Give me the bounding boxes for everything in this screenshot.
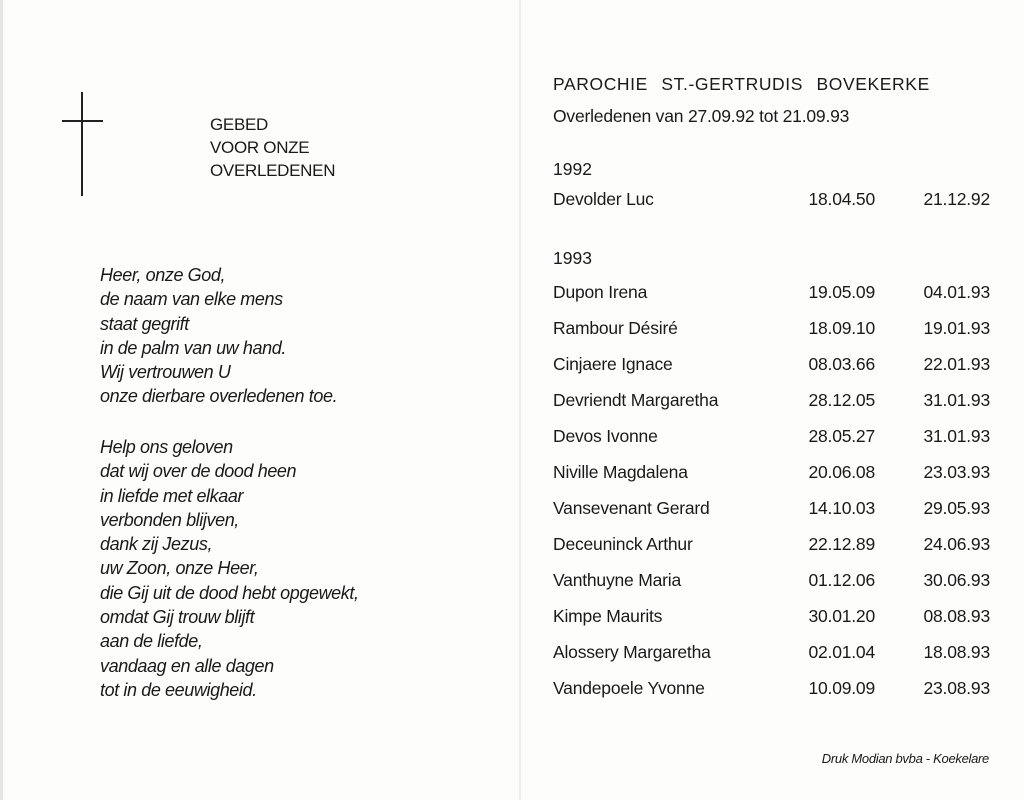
- cross-vertical: [81, 92, 83, 196]
- birth-date: 22.12.89: [808, 534, 875, 554]
- birth-date: 01.12.06: [808, 570, 875, 590]
- deceased-name: Vanthuyne Maria: [553, 570, 682, 590]
- table-row: [553, 426, 990, 450]
- deceased-name: Dupon Irena: [553, 282, 648, 302]
- prayer-stanza-2: [100, 435, 359, 702]
- death-date: 08.08.93: [923, 606, 990, 626]
- deceased-name: Devos Ivonne: [553, 426, 658, 446]
- death-date: 30.06.93: [923, 570, 990, 590]
- death-date: 31.01.93: [923, 390, 990, 410]
- deceased-name: Rambour Désiré: [553, 318, 678, 338]
- birth-date: 10.09.09: [808, 678, 875, 698]
- birth-date: 28.12.05: [808, 390, 875, 410]
- year-heading: 1993: [553, 248, 592, 268]
- deceased-name: Deceuninck Arthur: [553, 534, 693, 554]
- poem-line: omdat Gij trouw blijft: [100, 607, 255, 628]
- death-date: 04.01.93: [923, 282, 990, 302]
- table-row: [553, 534, 990, 558]
- printer-credit: Druk Modian bvba - Koekelare: [821, 751, 989, 766]
- poem-line: Wij vertrouwen U: [100, 362, 231, 383]
- prayer-title: [210, 113, 335, 182]
- table-row: [553, 462, 990, 486]
- fold-line: [519, 0, 521, 800]
- birth-date: 28.05.27: [808, 426, 875, 446]
- death-date: 22.01.93: [923, 354, 990, 374]
- deceased-name: Alossery Margaretha: [553, 642, 711, 662]
- death-date: 19.01.93: [923, 318, 990, 338]
- poem-line: die Gij uit de dood hebt opgewekt,: [100, 582, 359, 603]
- table-row: [553, 390, 990, 414]
- birth-date: 18.04.50: [808, 189, 875, 209]
- poem-line: onze dierbare overledenen toe.: [100, 386, 338, 407]
- title-line: VOOR ONZE: [210, 138, 310, 157]
- poem-line: Heer, onze God,: [100, 265, 226, 285]
- deceased-name: Devriendt Margaretha: [553, 390, 719, 410]
- cross-horizontal: [62, 120, 103, 122]
- period-subtitle: Overledenen van 27.09.92 tot 21.09.93: [553, 106, 850, 126]
- poem-line: dank zij Jezus,: [100, 534, 213, 555]
- poem-line: aan de liefde,: [100, 631, 203, 652]
- deceased-name: Niville Magdalena: [553, 462, 688, 482]
- poem-line: Help ons geloven: [100, 437, 233, 457]
- birth-date: 18.09.10: [808, 318, 875, 338]
- table-row: [553, 318, 990, 342]
- death-date: 23.08.93: [923, 678, 990, 698]
- title-line: OVERLEDENEN: [210, 161, 336, 180]
- poem-line: staat gegrift: [100, 313, 189, 334]
- deceased-name: Kimpe Maurits: [553, 606, 663, 626]
- page-edge: [0, 0, 3, 800]
- death-date: 18.08.93: [923, 642, 990, 662]
- birth-date: 14.10.03: [808, 498, 875, 518]
- death-date: 24.06.93: [923, 534, 990, 554]
- poem-line: vandaag en alle dagen: [100, 655, 274, 676]
- table-row: [553, 642, 990, 666]
- table-row: [553, 570, 990, 594]
- birth-date: 20.06.08: [808, 462, 875, 482]
- table-row: [553, 354, 990, 378]
- title-line: GEBED: [210, 115, 269, 134]
- prayer-stanza-1: [100, 263, 337, 409]
- death-date: 31.01.93: [923, 426, 990, 446]
- deceased-name: Devolder Luc: [553, 189, 654, 209]
- deceased-name: Vandepoele Yvonne: [553, 678, 705, 698]
- poem-line: verbonden blijven,: [100, 509, 239, 530]
- year-heading: 1992: [553, 159, 592, 179]
- poem-line: in de palm van uw hand.: [100, 337, 286, 358]
- table-row: [553, 498, 990, 522]
- table-row: [553, 189, 990, 213]
- birth-date: 19.05.09: [808, 282, 875, 302]
- poem-line: dat wij over de dood heen: [100, 461, 297, 482]
- poem-line: tot in de eeuwigheid.: [100, 679, 257, 700]
- death-date: 23.03.93: [923, 462, 990, 482]
- birth-date: 02.01.04: [808, 642, 875, 662]
- table-row: [553, 282, 990, 306]
- death-date: 29.05.93: [923, 498, 990, 518]
- poem-line: de naam van elke mens: [100, 289, 283, 310]
- poem-line: in liefde met elkaar: [100, 485, 244, 506]
- deceased-name: Cinjaere Ignace: [553, 354, 673, 374]
- table-row: [553, 678, 990, 702]
- death-date: 21.12.92: [923, 189, 990, 209]
- poem-line: uw Zoon, onze Heer,: [100, 558, 259, 579]
- table-row: [553, 606, 990, 630]
- birth-date: 30.01.20: [808, 606, 875, 626]
- birth-date: 08.03.66: [808, 354, 875, 374]
- deceased-name: Vansevenant Gerard: [553, 498, 710, 518]
- parish-heading: PAROCHIE ST.-GERTRUDIS BOVEKERKE: [553, 74, 930, 94]
